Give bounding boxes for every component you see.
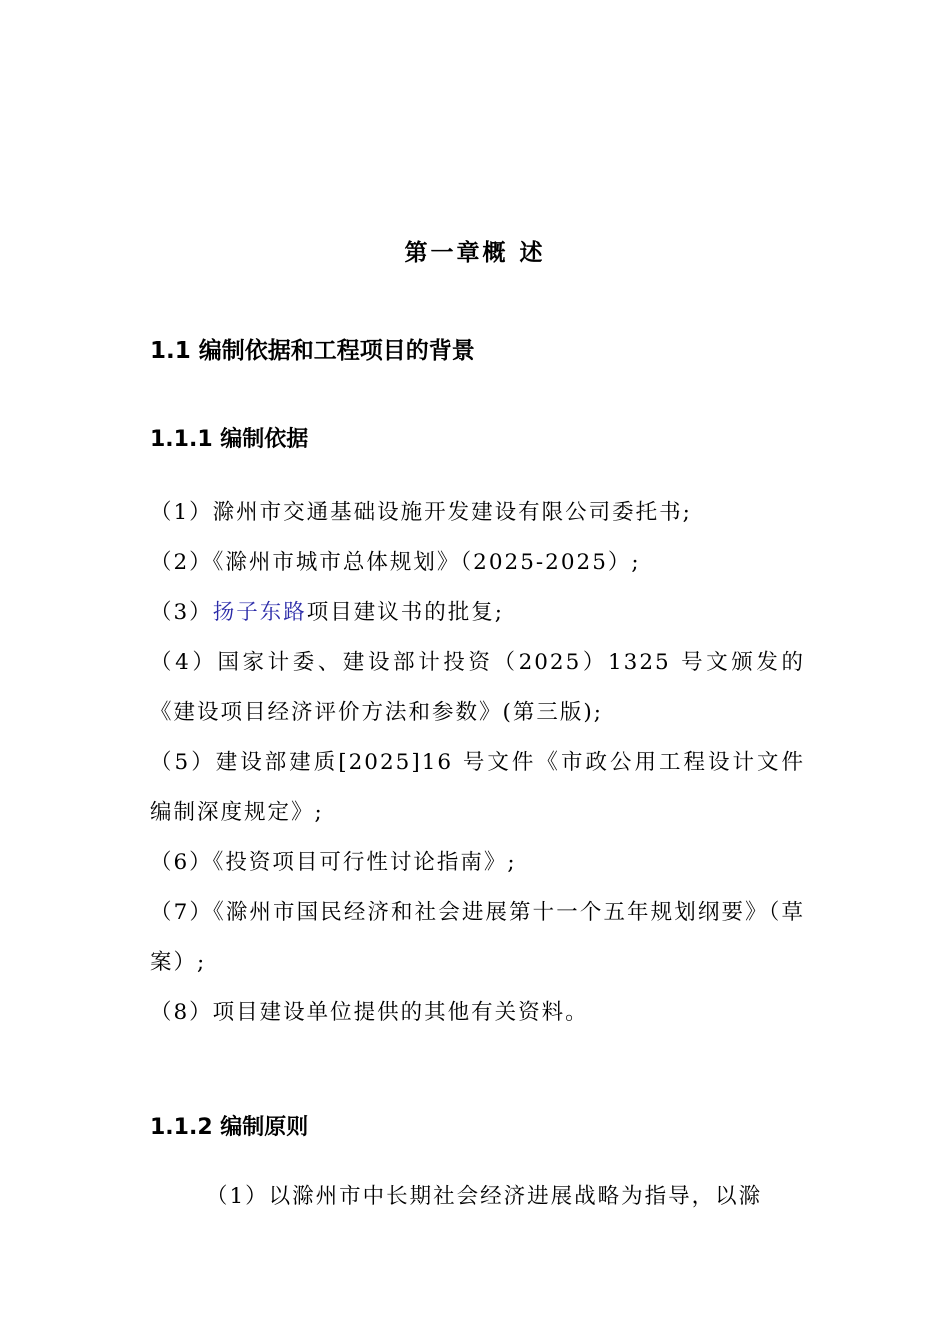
section-heading-1-1: 1.1 编制依据和工程项目的背景	[150, 338, 475, 364]
list-item-number: （3）	[150, 600, 213, 625]
principle-paragraph: （1）以滁州市中长期社会经济进展战略为指导，以滁	[206, 1184, 763, 1209]
chapter-title: 第一章概 述	[404, 240, 546, 266]
list-item-text: 项目建议书的批复;	[306, 600, 504, 625]
list-item: （7）《滁州市国民经济和社会进展第十一个五年规划纲要》（草案）;	[150, 900, 805, 975]
list-item: （8）项目建设单位提供的其他有关资料。	[150, 1000, 589, 1025]
basis-list	[150, 488, 805, 1038]
list-item	[150, 588, 805, 638]
section-heading-1-1-2: 1.1.2 编制原则	[150, 1115, 309, 1140]
list-item: （6）《投资项目可行性讨论指南》;	[150, 850, 517, 875]
list-item: （1）滁州市交通基础设施开发建设有限公司委托书;	[150, 500, 692, 525]
list-item: （2）《滁州市城市总体规划》（2025-2025）;	[150, 550, 641, 575]
section-heading-1-1-1: 1.1.1 编制依据	[150, 427, 309, 452]
list-item: （5）建设部建质[2025]16 号文件《市政公用工程设计文件编制深度规定》;	[150, 750, 805, 825]
list-item: （4）国家计委、建设部计投资（2025）1325 号文颁发的《建设项目经济评价方法和参数》(第三版);	[150, 650, 805, 725]
road-name-link[interactable]: 扬子东路	[212, 600, 307, 625]
